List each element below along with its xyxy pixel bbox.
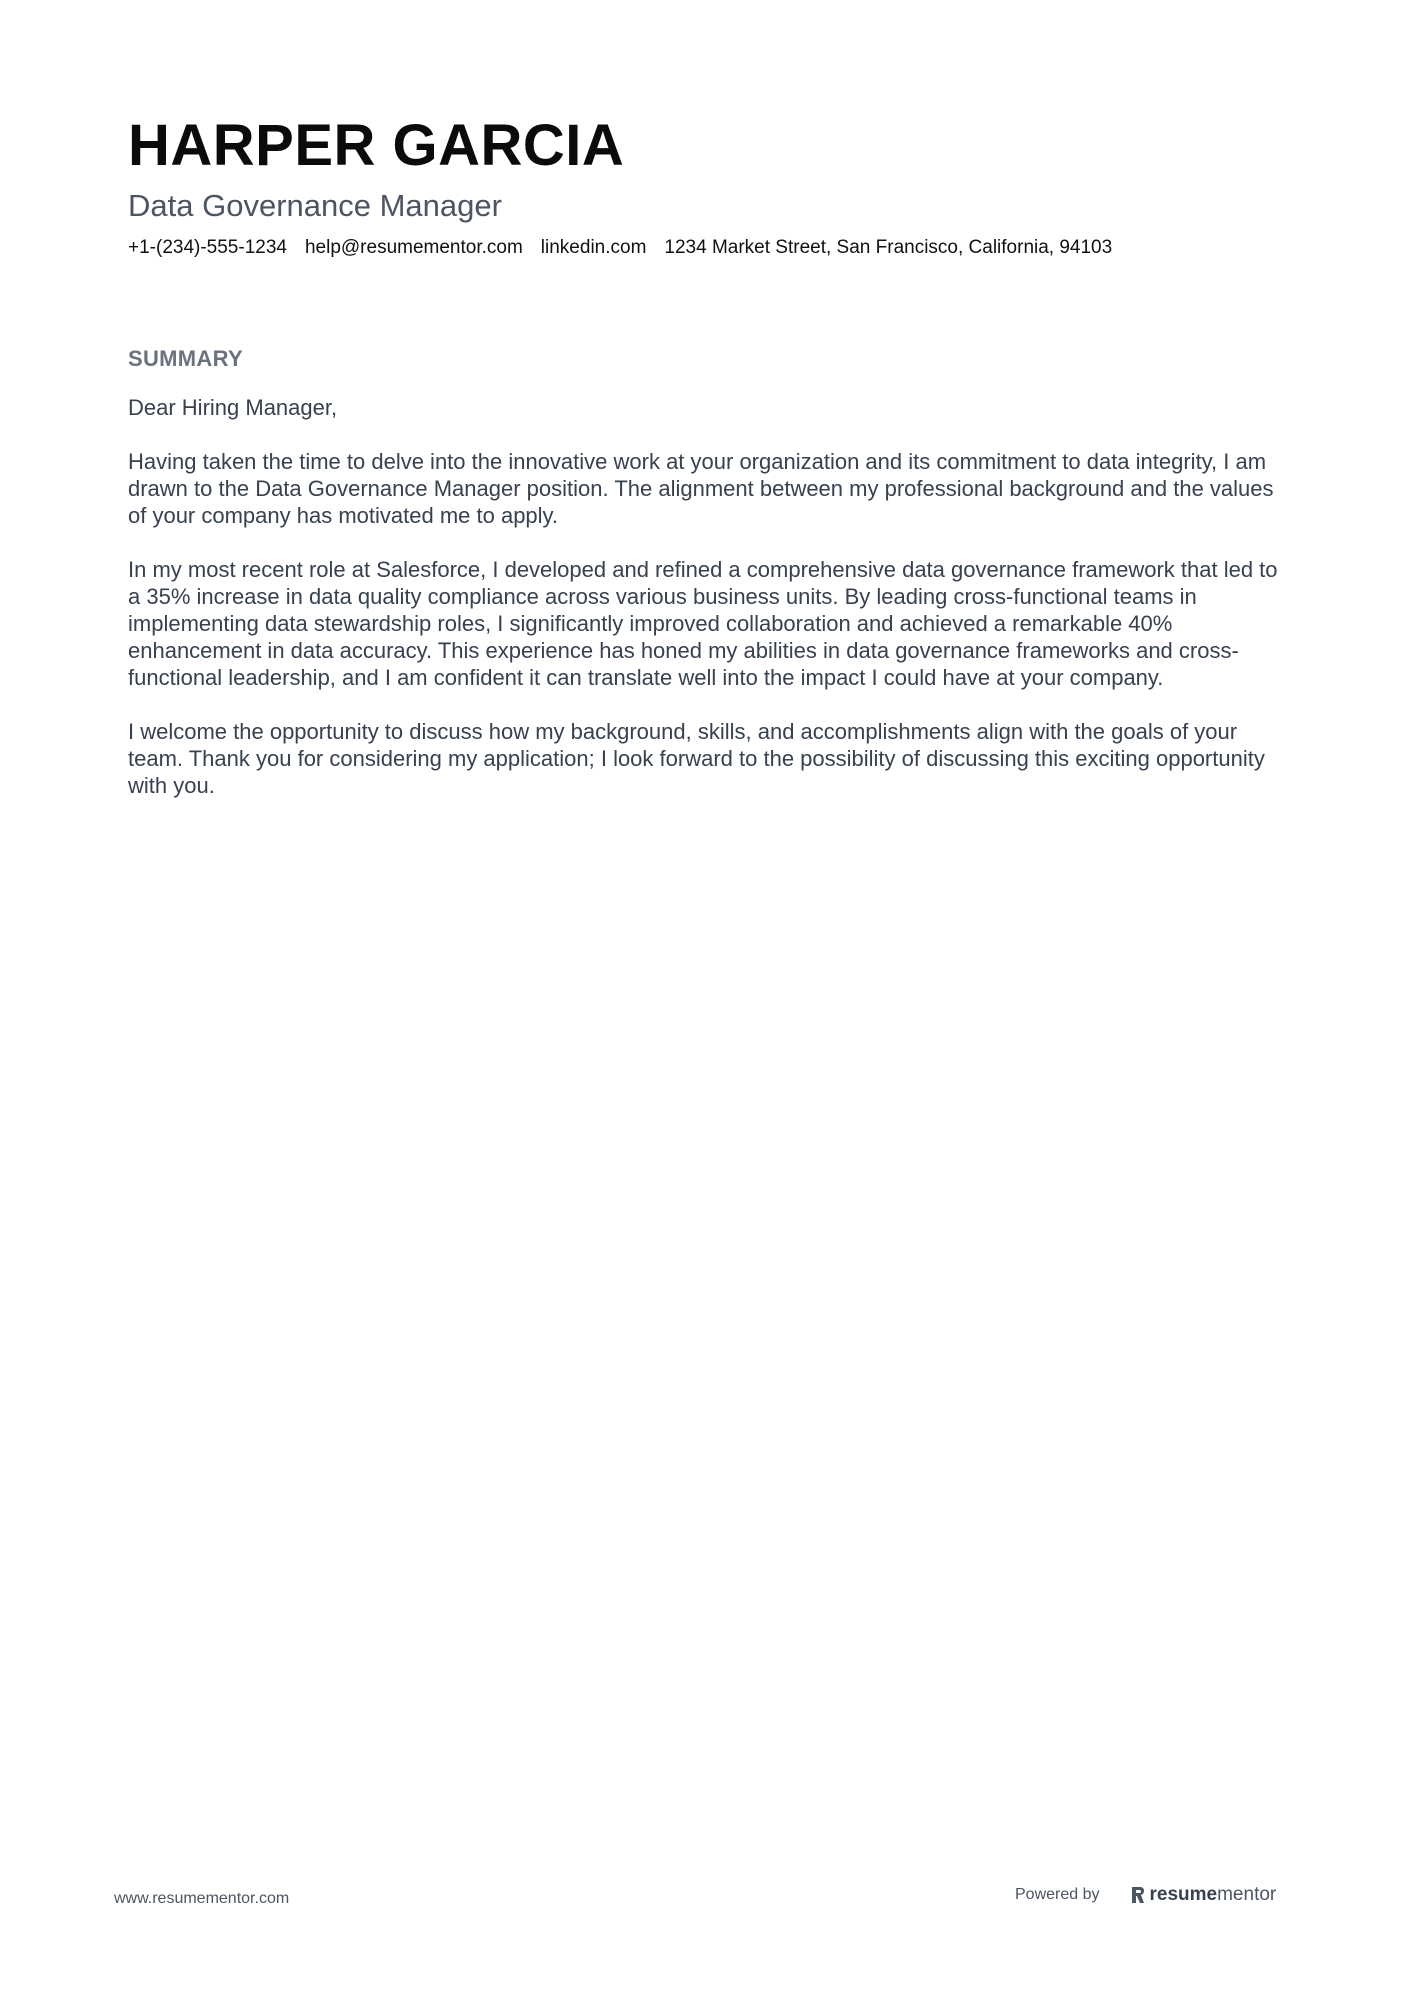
brand-logo xyxy=(1130,1884,1277,1906)
candidate-name: HARPER GARCIA xyxy=(128,113,625,178)
job-title: Data Governance Manager xyxy=(128,188,502,223)
contact-email: help@resumementor.com xyxy=(304,237,523,258)
contact-phone: +1-(234)-555-1234 xyxy=(128,237,287,258)
paragraph-intro: Having taken the time to delve into the innovative work at your organization and its commitment to data integrity, I am drawn to the Data Governance Manager position. The alignment between my professional background and the values of your company has motivated me to apply. xyxy=(128,449,1274,528)
paragraph-closing: I welcome the opportunity to discuss how my background, skills, and accomplishments align with the goals of your team. Thank you for considering my application; I look forward to the possibility of discussing this exciting opportunity with you. xyxy=(128,719,1265,798)
footer-website: www.resumementor.com xyxy=(114,1890,290,1907)
powered-by-label: Powered by xyxy=(1015,1886,1100,1903)
brand-name-light: mentor xyxy=(1217,1884,1277,1905)
header xyxy=(128,112,1288,260)
contact-info xyxy=(128,236,1288,260)
summary-section xyxy=(128,342,1288,799)
footer-branding xyxy=(1015,1884,1276,1906)
contact-linkedin: linkedin.com xyxy=(540,237,647,258)
salutation: Dear Hiring Manager, xyxy=(128,395,338,420)
paragraph-experience: In my most recent role at Salesforce, I developed and refined a comprehensive data governance framework that led to a 35% increase in data quality compliance across various business units. By leading cross-functional teams in implementing data stewardship roles, I significantly improved collaboration and achieved a remarkable 40% enhancement in data accuracy. This experience has honed my abilities in data governance frameworks and cross-functional leadership, and I am confident it can translate well into the impact I could have at your company. xyxy=(128,557,1278,690)
contact-address: 1234 Market Street, San Francisco, California, 94103 xyxy=(664,237,1113,258)
section-heading: SUMMARY xyxy=(128,346,243,371)
brand-name-bold: resume xyxy=(1149,1884,1218,1905)
resumementor-logo-icon xyxy=(1130,1885,1146,1905)
